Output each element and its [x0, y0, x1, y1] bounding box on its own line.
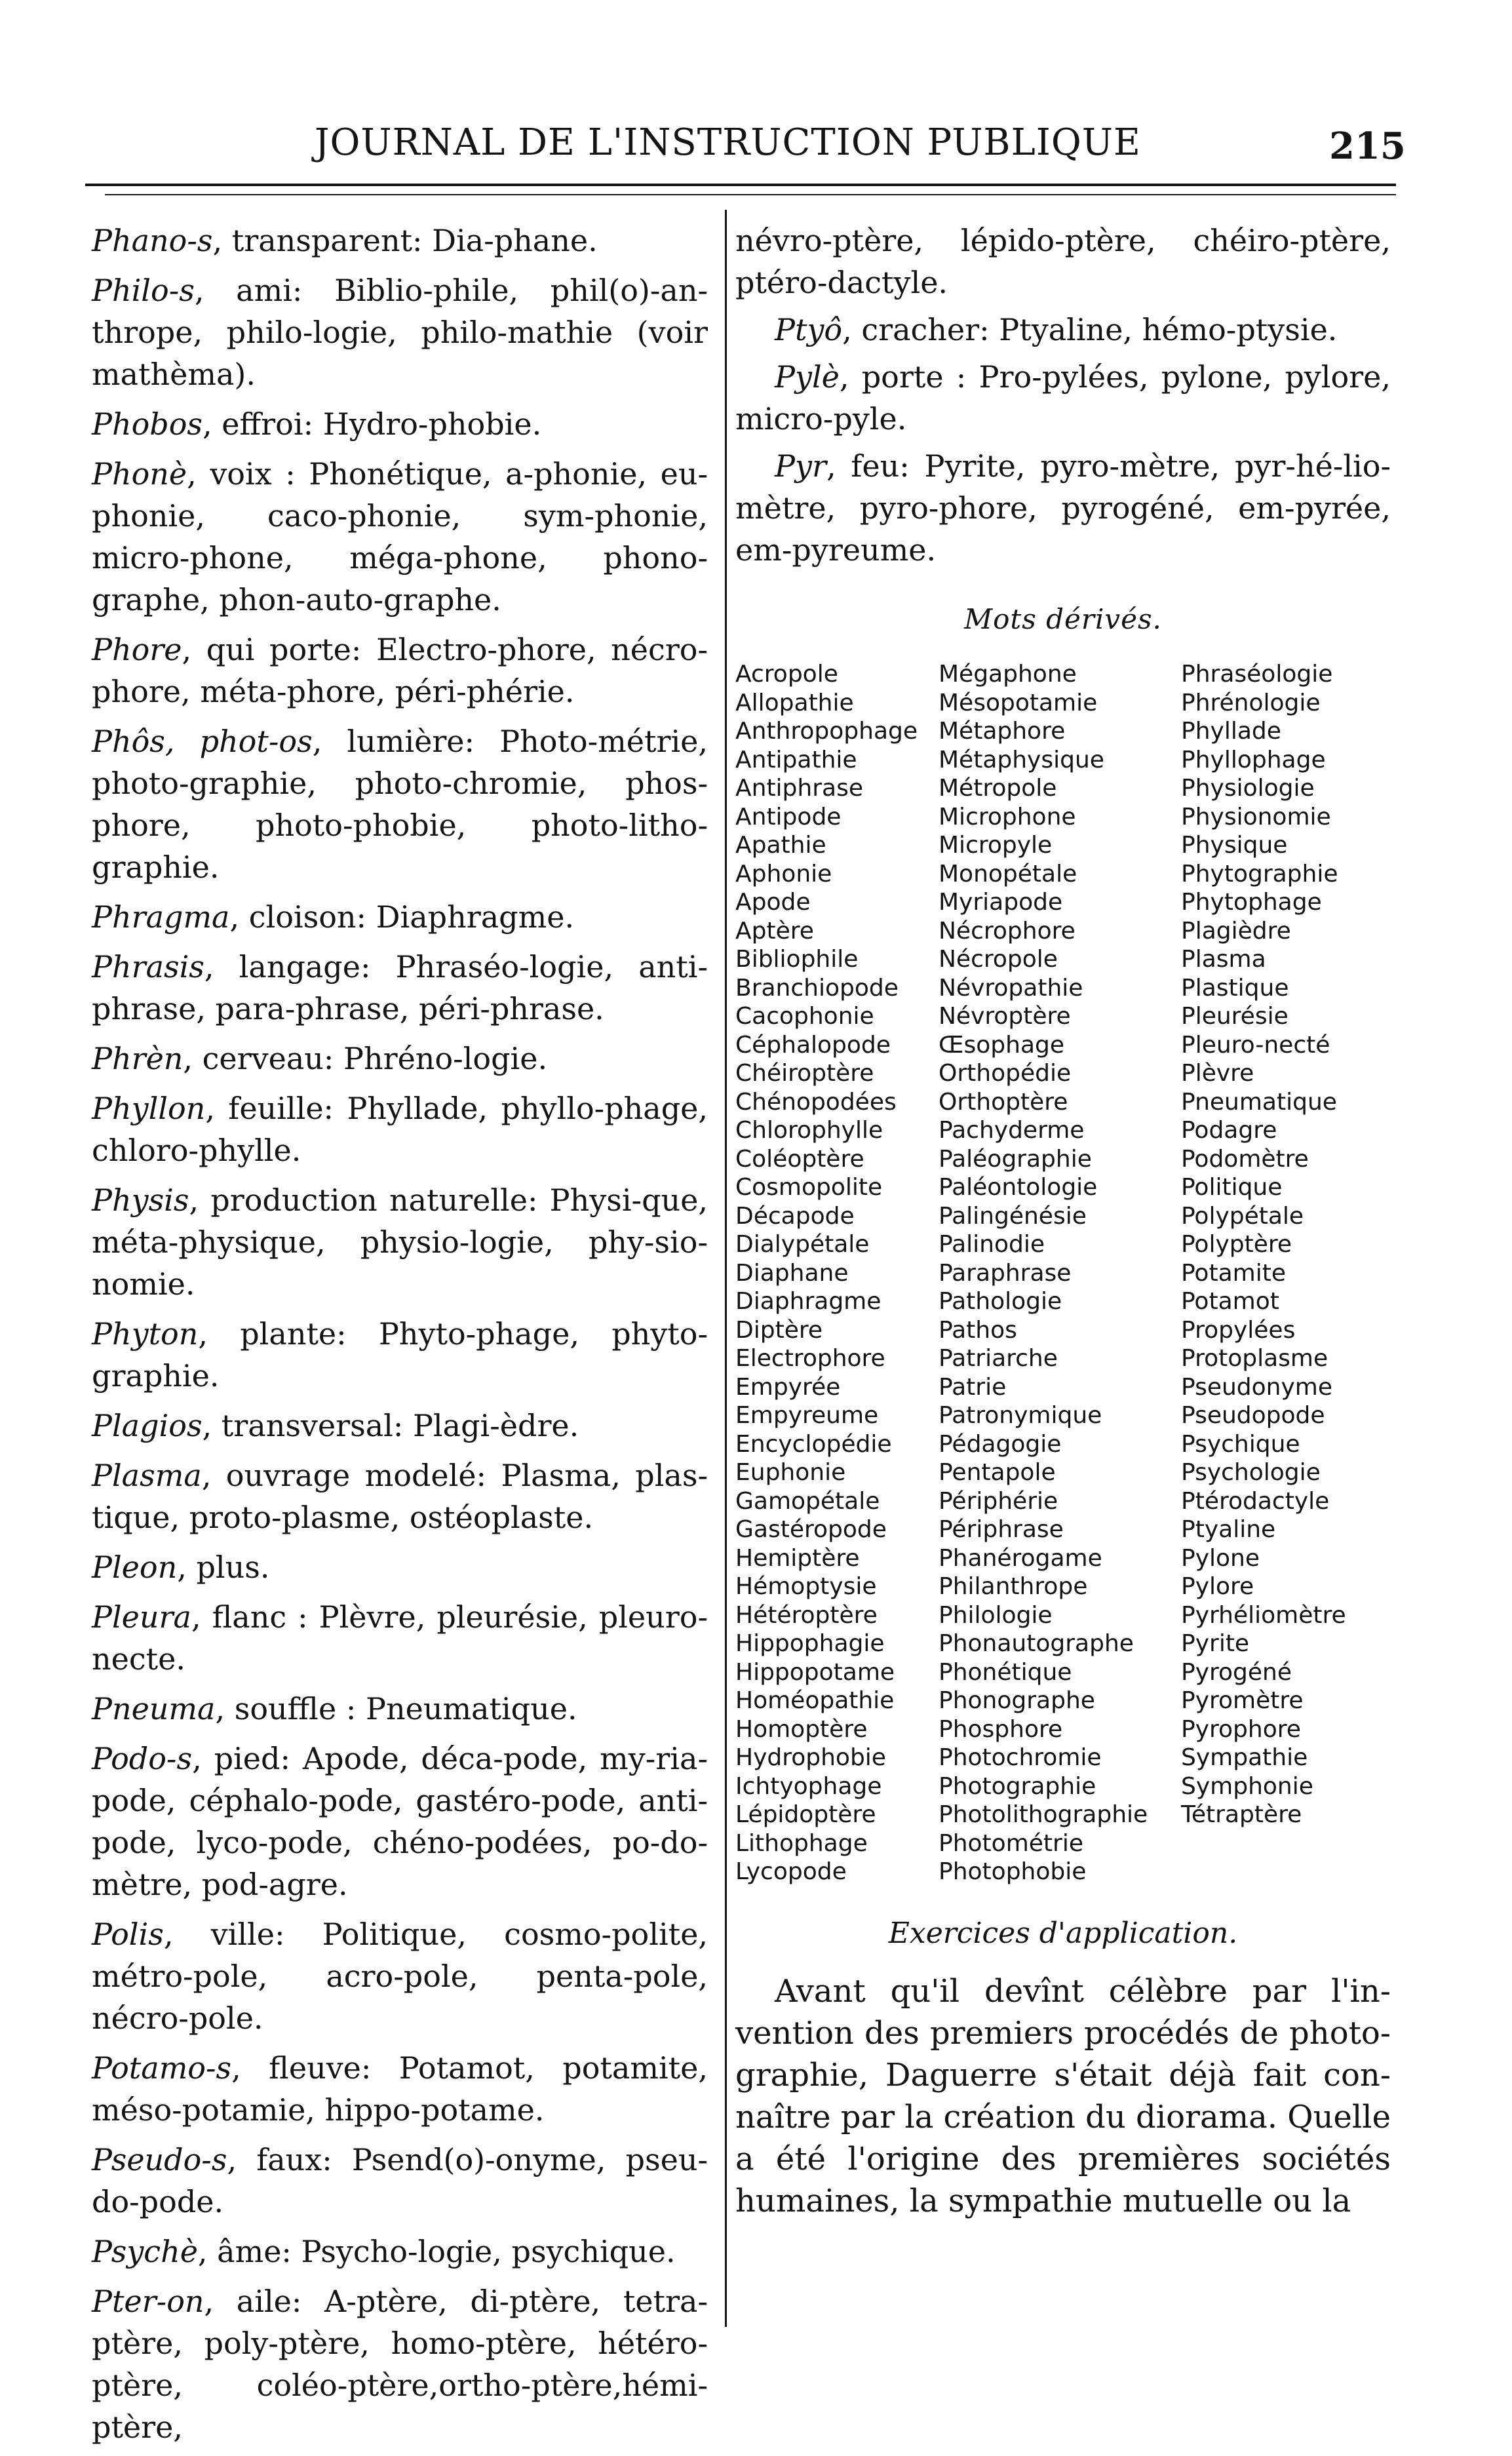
dictionary-entry — [92, 1313, 708, 1397]
derived-word: Politique — [1181, 1174, 1283, 1201]
dictionary-entry — [92, 2231, 708, 2272]
derived-word: Encyclopédie — [735, 1430, 892, 1458]
entry-definition: , qui porte: Electro-phore, nécro-phore, méta-phore, péri-phérie. — [92, 632, 708, 709]
dictionary-entry — [92, 1405, 708, 1447]
right-entries — [735, 220, 1391, 571]
derived-word: Patronymique — [939, 1402, 1102, 1429]
entry-definition: , ville: Politique, cosmo-polite, métro-pole, acro-pole, penta-pole, nécro-pole. — [92, 1917, 708, 2036]
derived-word: Nécrophore — [939, 917, 1076, 945]
derived-word: Cosmopolite — [735, 1174, 883, 1201]
dictionary-entry — [735, 220, 1391, 303]
running-header-title: JOURNAL DE L'INSTRUCTION PUBLIQUE — [315, 121, 1141, 164]
entry-definition: , plante: Phyto-phage, phyto-graphie. — [92, 1316, 708, 1394]
dictionary-entry — [92, 269, 708, 395]
derived-word: Hétéroptère — [735, 1601, 878, 1629]
derived-word: Podomètre — [1181, 1145, 1309, 1173]
entry-definition: , souffle : Pneumatique. — [215, 1691, 577, 1726]
derived-word: Patrie — [939, 1373, 1007, 1401]
derived-word: Pyrophore — [1181, 1715, 1301, 1743]
dictionary-entry — [92, 2280, 708, 2448]
derived-word: Phanérogame — [939, 1544, 1102, 1572]
entry-headword: Physis — [92, 1182, 189, 1218]
derived-word: Potamot — [1181, 1288, 1279, 1315]
entry-headword: Phôs, phot-os — [92, 724, 313, 759]
derived-word: Antiphrase — [735, 775, 863, 802]
entry-headword: Phyton — [92, 1316, 199, 1352]
derived-word: Plastique — [1181, 974, 1289, 1002]
entry-headword: Phore — [92, 632, 182, 667]
derived-word: Hippopotame — [735, 1658, 895, 1686]
derived-word: Patriarche — [939, 1345, 1058, 1372]
derived-word: Apathie — [735, 832, 826, 859]
mots-column-3 — [1181, 660, 1391, 1886]
derived-word: Empyreume — [735, 1402, 879, 1429]
derived-word: Monopétale — [939, 860, 1077, 887]
dictionary-entry — [92, 1038, 708, 1080]
derived-word: Palinodie — [939, 1231, 1045, 1258]
mots-derives-table — [735, 660, 1391, 1886]
derived-word: Nécropole — [939, 946, 1058, 973]
entry-headword: Phyllon — [92, 1091, 206, 1126]
entry-definition: , cerveau: Phréno-logie. — [183, 1041, 548, 1076]
derived-word: Antipathie — [735, 746, 857, 773]
derived-word: Microphone — [939, 803, 1076, 830]
derived-word: Photochromie — [939, 1744, 1102, 1771]
entry-headword: Pter-on — [92, 2284, 204, 2319]
derived-word: Protoplasme — [1181, 1345, 1328, 1372]
derived-word: Photométrie — [939, 1829, 1083, 1857]
derived-word: Névropathie — [939, 974, 1083, 1002]
entry-headword: Phonè — [92, 456, 187, 492]
derived-word: Pachyderme — [939, 1117, 1085, 1144]
derived-word: Phrénologie — [1181, 689, 1321, 716]
entry-headword: Plasma — [92, 1458, 202, 1493]
column-divider — [725, 210, 727, 2327]
derived-word: Physique — [1181, 832, 1288, 859]
entry-headword: Ptyô — [775, 312, 843, 347]
derived-word: Hemiptère — [735, 1544, 860, 1572]
derived-word: Branchiopode — [735, 974, 899, 1002]
entry-definition: , flanc : Plèvre, pleurésie, pleuro-necte. — [92, 1599, 708, 1677]
derived-word: Orthopédie — [939, 1060, 1072, 1087]
entry-definition: , lumière: Photo-métrie, photo-graphie, photo-chromie, phos-phore, photo-phobie, photo-litho-graphie. — [92, 724, 708, 885]
derived-word: Chénopodées — [735, 1088, 897, 1116]
derived-word: Paléontologie — [939, 1174, 1098, 1201]
left-column — [92, 220, 708, 2456]
entry-headword: Pseudo-s — [92, 2142, 227, 2177]
derived-word: Cacophonie — [735, 1003, 874, 1030]
dictionary-entry — [92, 629, 708, 712]
entry-headword: Phobos — [92, 406, 203, 442]
entry-definition: , effroi: Hydro-phobie. — [203, 406, 542, 442]
mots-derives-title: Mots dérivés. — [964, 603, 1162, 635]
dictionary-entry — [735, 309, 1391, 351]
derived-word: Sympathie — [1181, 1744, 1308, 1771]
entry-definition: , transparent: Dia-phane. — [212, 223, 598, 258]
derived-word: Psychique — [1181, 1430, 1300, 1458]
derived-word: Chlorophylle — [735, 1117, 883, 1144]
derived-word: Métropole — [939, 775, 1057, 802]
entry-definition: , production naturelle: Physi-que, méta-physique, physio-logie, phy-sio-nomie. — [92, 1182, 708, 1302]
derived-word: Philologie — [939, 1601, 1053, 1629]
derived-word: Pathologie — [939, 1288, 1062, 1315]
derived-word: Allopathie — [735, 689, 854, 716]
dictionary-entry — [92, 720, 708, 888]
entry-headword: Plagios — [92, 1408, 203, 1443]
derived-word: Phosphore — [939, 1715, 1063, 1743]
derived-word: Ptérodactyle — [1181, 1487, 1330, 1515]
exercices-text: Avant qu'il devînt célèbre par l'in-vention des premiers procédés de photo-graphie, Daguerre s'était déjà fait con-naître par la création du diorama. Quelle a été l'origine des premières sociétés humaines, la sympathie mutuelle ou la — [735, 1972, 1391, 2219]
entry-definition: , feu: Pyrite, pyro-mètre, pyr-hé-lio-mètre, pyro-phore, pyrogéné, em-pyrée, em-pyreume. — [735, 448, 1391, 568]
dictionary-entry — [92, 2047, 708, 2131]
derived-word: Céphalopode — [735, 1031, 891, 1059]
derived-word: Photophobie — [939, 1858, 1087, 1885]
derived-word: Phyllophage — [1181, 746, 1326, 773]
entry-definition: , transversal: Plagi-èdre. — [202, 1408, 579, 1443]
derived-word: Pyrogéné — [1181, 1658, 1292, 1686]
derived-word: Œsophage — [939, 1031, 1065, 1059]
entry-definition: , voix : Phonétique, a-phonie, eu-phonie, caco-phonie, sym-phonie, micro-phone, méga-phone, phono-graphe, phon-auto-graphe. — [92, 456, 708, 617]
derived-word: Pyrhéliomètre — [1181, 1601, 1346, 1629]
dictionary-entry — [92, 896, 708, 938]
derived-word: Paléographie — [939, 1145, 1092, 1173]
dictionary-entry — [92, 2139, 708, 2223]
derived-word: Bibliophile — [735, 946, 859, 973]
derived-word: Physionomie — [1181, 803, 1331, 830]
dictionary-entry — [92, 946, 708, 1030]
right-column — [735, 220, 1391, 2222]
derived-word: Acropole — [735, 661, 838, 688]
dictionary-entry — [92, 403, 708, 445]
entry-definition: , feuille: Phyllade, phyllo-phage, chloro-phylle. — [92, 1091, 708, 1168]
derived-word: Photolithographie — [939, 1801, 1148, 1828]
derived-word: Pneumatique — [1181, 1088, 1337, 1116]
entry-definition: névro-ptère, lépido-ptère, chéiro-ptère, ptéro-dactyle. — [735, 223, 1391, 300]
entry-definition: , ouvrage modelé: Plasma, plas-tique, proto-plasme, ostéoplaste. — [92, 1458, 708, 1535]
dictionary-entry — [92, 1546, 708, 1588]
derived-word: Phonautographe — [939, 1630, 1134, 1657]
derived-word: Pyrite — [1181, 1630, 1250, 1657]
derived-word: Podagre — [1181, 1117, 1277, 1144]
dictionary-entry — [92, 1087, 708, 1171]
exercices-title: Exercices d'application. — [888, 1916, 1238, 1950]
derived-word: Plasma — [1181, 946, 1266, 973]
entry-definition: , cloison: Diaphragme. — [229, 899, 575, 935]
derived-word: Pseudonyme — [1181, 1373, 1333, 1401]
dictionary-entry — [92, 1913, 708, 2039]
derived-word: Phytophage — [1181, 889, 1322, 916]
entry-headword: Pleura — [92, 1599, 191, 1635]
mots-column-1 — [735, 660, 939, 1886]
derived-word: Périphrase — [939, 1516, 1064, 1543]
derived-word: Psychologie — [1181, 1459, 1321, 1486]
mots-column-2 — [939, 660, 1181, 1886]
dictionary-entry — [92, 220, 708, 262]
derived-word: Diptère — [735, 1316, 823, 1344]
derived-word: Polypétale — [1181, 1202, 1304, 1230]
derived-word: Aptère — [735, 917, 814, 945]
entry-headword: Pylè — [775, 359, 840, 395]
derived-word: Phyllade — [1181, 718, 1281, 745]
derived-word: Symphonie — [1181, 1772, 1313, 1800]
entry-definition: , âme: Psycho-logie, psychique. — [197, 2234, 676, 2269]
derived-word: Pathos — [939, 1316, 1017, 1344]
derived-word: Lithophage — [735, 1829, 868, 1857]
entry-definition: , porte : Pro-pylées, pylone, pylore, micro-pyle. — [735, 359, 1391, 437]
entry-definition: , plus. — [177, 1550, 270, 1585]
derived-word: Anthropophage — [735, 718, 918, 745]
derived-word: Homéopathie — [735, 1687, 895, 1714]
entry-headword: Phrasis — [92, 949, 204, 984]
derived-word: Plèvre — [1181, 1060, 1254, 1087]
derived-word: Phraséologie — [1181, 661, 1333, 688]
dictionary-entry — [92, 1688, 708, 1730]
derived-word: Plagièdre — [1181, 917, 1291, 945]
derived-word: Ptyaline — [1181, 1516, 1276, 1543]
derived-word: Phytographie — [1181, 860, 1338, 887]
derived-word: Phonographe — [939, 1687, 1095, 1714]
derived-word: Polyptère — [1181, 1231, 1292, 1258]
entry-definition: , ami: Biblio-phile, phil(o)-an-thrope, philo-logie, philo-mathie (voir mathèma). — [92, 273, 708, 392]
derived-word: Hémoptysie — [735, 1573, 877, 1600]
entry-headword: Phrèn — [92, 1041, 184, 1076]
derived-word: Lycopode — [735, 1858, 847, 1885]
header-rule — [85, 184, 1396, 186]
derived-word: Métaphore — [939, 718, 1066, 745]
derived-word: Pédagogie — [939, 1430, 1062, 1458]
entry-headword: Psychè — [92, 2234, 198, 2269]
derived-word: Tétraptère — [1181, 1801, 1302, 1828]
dictionary-entry — [92, 1454, 708, 1538]
derived-word: Coléoptère — [735, 1145, 864, 1173]
derived-word: Pylore — [1181, 1573, 1254, 1600]
derived-word: Mégaphone — [939, 661, 1077, 688]
derived-word: Hippophagie — [735, 1630, 885, 1657]
derived-word: Dialypétale — [735, 1231, 870, 1258]
derived-word: Orthoptère — [939, 1088, 1068, 1116]
page-number: 215 — [1329, 125, 1406, 168]
derived-word: Pylone — [1181, 1544, 1260, 1572]
entry-definition: , faux: Psend(o)-onyme, pseu-do-pode. — [92, 2142, 708, 2219]
derived-word: Diaphane — [735, 1259, 849, 1287]
derived-word: Paraphrase — [939, 1259, 1072, 1287]
derived-word: Aphonie — [735, 860, 832, 887]
derived-word: Homoptère — [735, 1715, 868, 1743]
derived-word: Potamite — [1181, 1259, 1286, 1287]
derived-word: Gastéropode — [735, 1516, 887, 1543]
derived-word: Phonétique — [939, 1658, 1072, 1686]
dictionary-entry — [92, 1596, 708, 1680]
entry-headword: Phano-s — [92, 223, 213, 258]
derived-word: Empyrée — [735, 1373, 841, 1401]
dictionary-entry — [735, 356, 1391, 440]
header-rule-thin — [105, 194, 1396, 195]
entry-definition: , langage: Phraséo-logie, anti-phrase, para-phrase, péri-phrase. — [92, 949, 708, 1026]
derived-word: Photographie — [939, 1772, 1096, 1800]
derived-word: Périphérie — [939, 1487, 1058, 1515]
dictionary-entry — [92, 453, 708, 621]
derived-word: Pseudopode — [1181, 1402, 1325, 1429]
dictionary-entry — [735, 445, 1391, 571]
derived-word: Hydrophobie — [735, 1744, 886, 1771]
entry-headword: Polis — [92, 1917, 164, 1952]
entry-headword: Pleon — [92, 1550, 178, 1585]
entry-headword: Phragma — [92, 899, 230, 935]
derived-word: Ichtyophage — [735, 1772, 882, 1800]
derived-word: Névroptère — [939, 1003, 1071, 1030]
derived-word: Philanthrope — [939, 1573, 1088, 1600]
derived-word: Myriapode — [939, 889, 1063, 916]
dictionary-entry — [92, 1179, 708, 1305]
dictionary-entry — [92, 1738, 708, 1905]
derived-word: Micropyle — [939, 832, 1053, 859]
derived-word: Gamopétale — [735, 1487, 880, 1515]
entry-definition: , pied: Apode, déca-pode, my-ria-pode, céphalo-pode, gastéro-pode, anti-pode, lyco-pode, chéno-podées, po-do-mètre, pod-agre. — [92, 1741, 708, 1902]
derived-word: Pyromètre — [1181, 1687, 1304, 1714]
derived-word: Pleurésie — [1181, 1003, 1289, 1030]
derived-word: Antipode — [735, 803, 842, 830]
derived-word: Lépidoptère — [735, 1801, 876, 1828]
entry-headword: Pyr — [775, 448, 826, 484]
entry-headword: Philo-s — [92, 273, 195, 308]
entry-headword: Pneuma — [92, 1691, 216, 1726]
derived-word: Physiologie — [1181, 775, 1315, 802]
entry-definition: , aile: A-ptère, di-ptère, tetra-ptère, poly-ptère, homo-ptère, hétéro-ptère, coléo-ptère,ortho-ptère,hémi-ptère, — [92, 2284, 708, 2445]
derived-word: Apode — [735, 889, 811, 916]
derived-word: Métaphysique — [939, 746, 1104, 773]
entry-headword: Potamo-s — [92, 2050, 232, 2086]
entry-headword: Podo-s — [92, 1741, 193, 1776]
derived-word: Pentapole — [939, 1459, 1056, 1486]
derived-word: Palingénésie — [939, 1202, 1087, 1230]
derived-word: Diaphragme — [735, 1288, 882, 1315]
derived-word: Propylées — [1181, 1316, 1296, 1344]
derived-word: Euphonie — [735, 1459, 846, 1486]
derived-word: Chéiroptère — [735, 1060, 874, 1087]
derived-word: Décapode — [735, 1202, 855, 1230]
derived-word: Mésopotamie — [939, 689, 1098, 716]
entry-definition: , cracher: Ptyaline, hémo-ptysie. — [842, 312, 1338, 347]
entry-definition: , fleuve: Potamot, potamite, méso-potamie, hippo-potame. — [92, 2050, 708, 2128]
derived-word: Pleuro-necté — [1181, 1031, 1330, 1059]
derived-word: Electrophore — [735, 1345, 885, 1372]
